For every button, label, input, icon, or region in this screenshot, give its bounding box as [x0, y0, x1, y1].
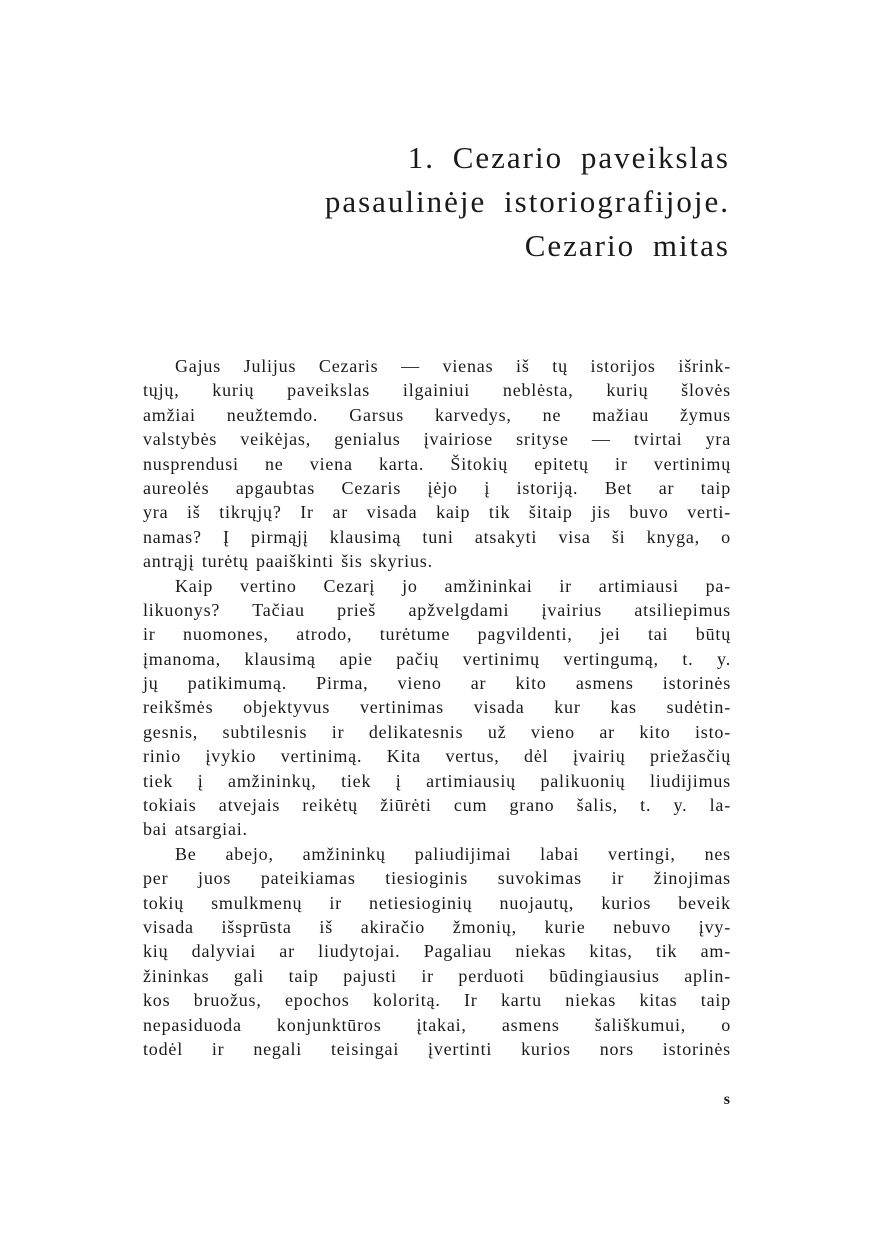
- text-line: Kaip vertino Cezarį jo amžininkai ir artimiausi pa-: [175, 575, 731, 596]
- text-line: žininkas gali taip pajusti ir perduoti būdingiausius aplin-: [143, 965, 731, 986]
- text-line: valstybės veikėjas, genialus įvairiose srityse — tvirtai yra: [143, 429, 731, 450]
- paragraph: [143, 842, 731, 1062]
- text-line: gesnis, subtilesnis ir delikatesnis už vieno ar kito isto-: [143, 721, 731, 742]
- text-line: Be abejo, amžininkų paliudijimai labai vertingi, nes: [175, 843, 731, 864]
- chapter-heading: [130, 136, 730, 268]
- text-line: kos bruožus, epochos koloritą. Ir kartu niekas kitas taip: [143, 990, 731, 1011]
- chapter-heading-line: pasaulinėje istoriografijoje.: [324, 184, 730, 219]
- text-line: tokiais atvejais reikėtų žiūrėti cum grano šalis, t. y. la-: [143, 795, 731, 816]
- text-line: ir nuomones, atrodo, turėtume pagvildenti, jei tai būtų: [143, 624, 731, 645]
- chapter-heading-line: 1. Cezario paveikslas: [407, 140, 730, 175]
- text-line: rinio įvykio vertinimą. Kita vertus, dėl įvairių priežasčių: [143, 746, 731, 767]
- text-line: įmanoma, klausimą apie pačių vertinimų vertingumą, t. y.: [143, 648, 731, 669]
- text-line: likuonys? Tačiau prieš apžvelgdami įvairius atsiliepimus: [143, 599, 731, 620]
- text-line: per juos pateikiamas tiesioginis suvokimas ir žinojimas: [143, 868, 731, 889]
- page-number: s: [723, 1091, 730, 1108]
- text-line: reikšmės objektyvus vertinimas visada kur kas sudėtin-: [143, 697, 731, 718]
- paragraph: [143, 354, 731, 574]
- text-line: visada išsprūsta iš akiračio žmonių, kurie nebuvo įvy-: [143, 916, 731, 937]
- text-line: tokių smulkmenų ir netiesioginių nuojautų, kurios beveik: [143, 892, 731, 913]
- text-line: yra iš tikrųjų? Ir ar visada kaip tik šitaip jis buvo verti-: [143, 502, 731, 523]
- body-text: [143, 354, 731, 1061]
- text-line: nepasiduoda konjunktūros įtakai, asmens šališkumui, o: [143, 1014, 731, 1035]
- text-line: namas? Į pirmąjį klausimą tuni atsakyti visa ši knyga, o: [143, 526, 731, 547]
- text-line: antrąjį turėtų paaiškinti šis skyrius.: [143, 551, 433, 572]
- paragraph: [143, 574, 731, 842]
- text-line: todėl ir negali teisingai įvertinti kurios nors istorinės: [143, 1038, 731, 1059]
- chapter-heading-line: Cezario mitas: [524, 228, 730, 263]
- text-line: amžiai neužtemdo. Garsus karvedys, ne mažiau žymus: [143, 404, 731, 425]
- text-line: tiek į amžininkų, tiek į artimiausių palikuonių liudijimus: [143, 770, 731, 791]
- text-line: Gajus Julijus Cezaris — vienas iš tų istorijos išrink-: [175, 356, 731, 376]
- text-line: bai atsargiai.: [143, 819, 248, 840]
- text-line: nusprendusi ne viena karta. Šitokių epitetų ir vertinimų: [143, 453, 731, 474]
- text-line: jų patikimumą. Pirma, vieno ar kito asmens istorinės: [143, 673, 731, 694]
- text-line: aureolės apgaubtas Cezaris įėjo į istoriją. Bet ar taip: [143, 477, 731, 498]
- text-line: tųjų, kurių paveikslas ilgainiui neblėsta, kurių šlovės: [143, 380, 731, 401]
- text-line: kių dalyviai ar liudytojai. Pagaliau niekas kitas, tik am-: [143, 941, 731, 962]
